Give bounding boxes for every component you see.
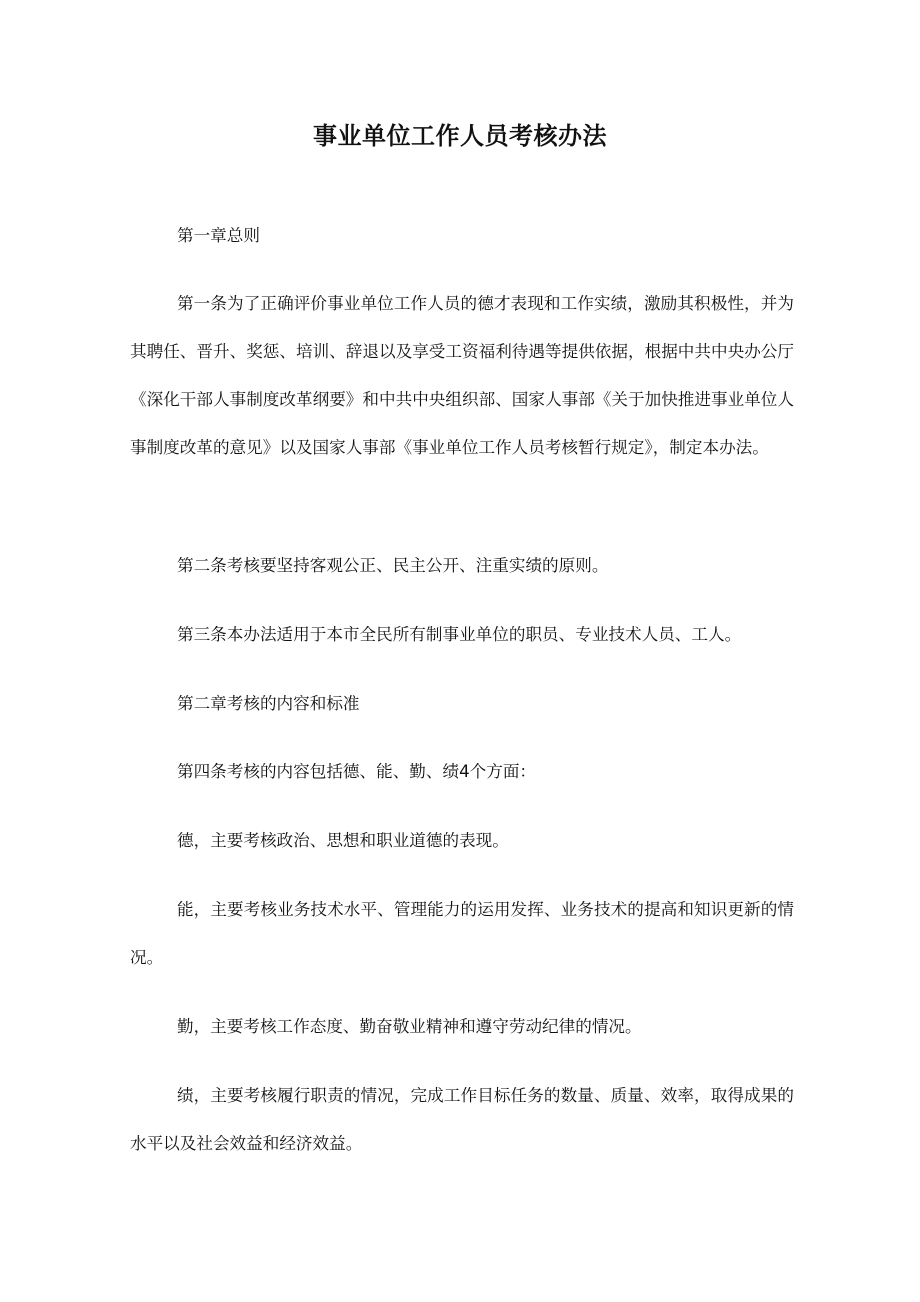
criterion-ji: 绩，主要考核履行职责的情况，完成工作目标任务的数量、质量、效率，取得成果的水平以及社会效益和经济效益。	[130, 1086, 794, 1153]
article-1: 第一条为了正确评价事业单位工作人员的德才表现和工作实绩，激励其积极性，并为其聘任、晋升、奖惩、培训、辞退以及享受工资福利待遇等提供依据，根据中共中央办公厅《深化干部人事制度改革纲要》和中共中央组织部、国家人事部《关于加快推进事业单位人事制度改革的意见》以及国家人事部《事业单位工作人员考核暂行规定》，制定本办法。	[130, 294, 794, 457]
article-4: 第四条考核的内容包括德、能、勤、绩4个方面：	[177, 762, 537, 781]
article-2: 第二条考核要坚持客观公正、民主公开、注重实绩的原则。	[177, 556, 609, 575]
chapter-1-heading: 第一章总则	[177, 226, 260, 245]
chapter-2-heading: 第二章考核的内容和标准	[177, 694, 360, 713]
document-title: 事业单位工作人员考核办法	[313, 122, 607, 150]
criterion-de: 德，主要考核政治、思想和职业道德的表现。	[177, 831, 509, 850]
article-3: 第三条本办法适用于本市全民所有制事业单位的职员、专业技术人员、工人。	[177, 625, 742, 644]
criterion-qin: 勤，主要考核工作态度、勤奋敬业精神和遵守劳动纪律的情况。	[177, 1017, 642, 1036]
criterion-neng: 能，主要考核业务技术水平、管理能力的运用发挥、业务技术的提高和知识更新的情况。	[130, 900, 794, 967]
